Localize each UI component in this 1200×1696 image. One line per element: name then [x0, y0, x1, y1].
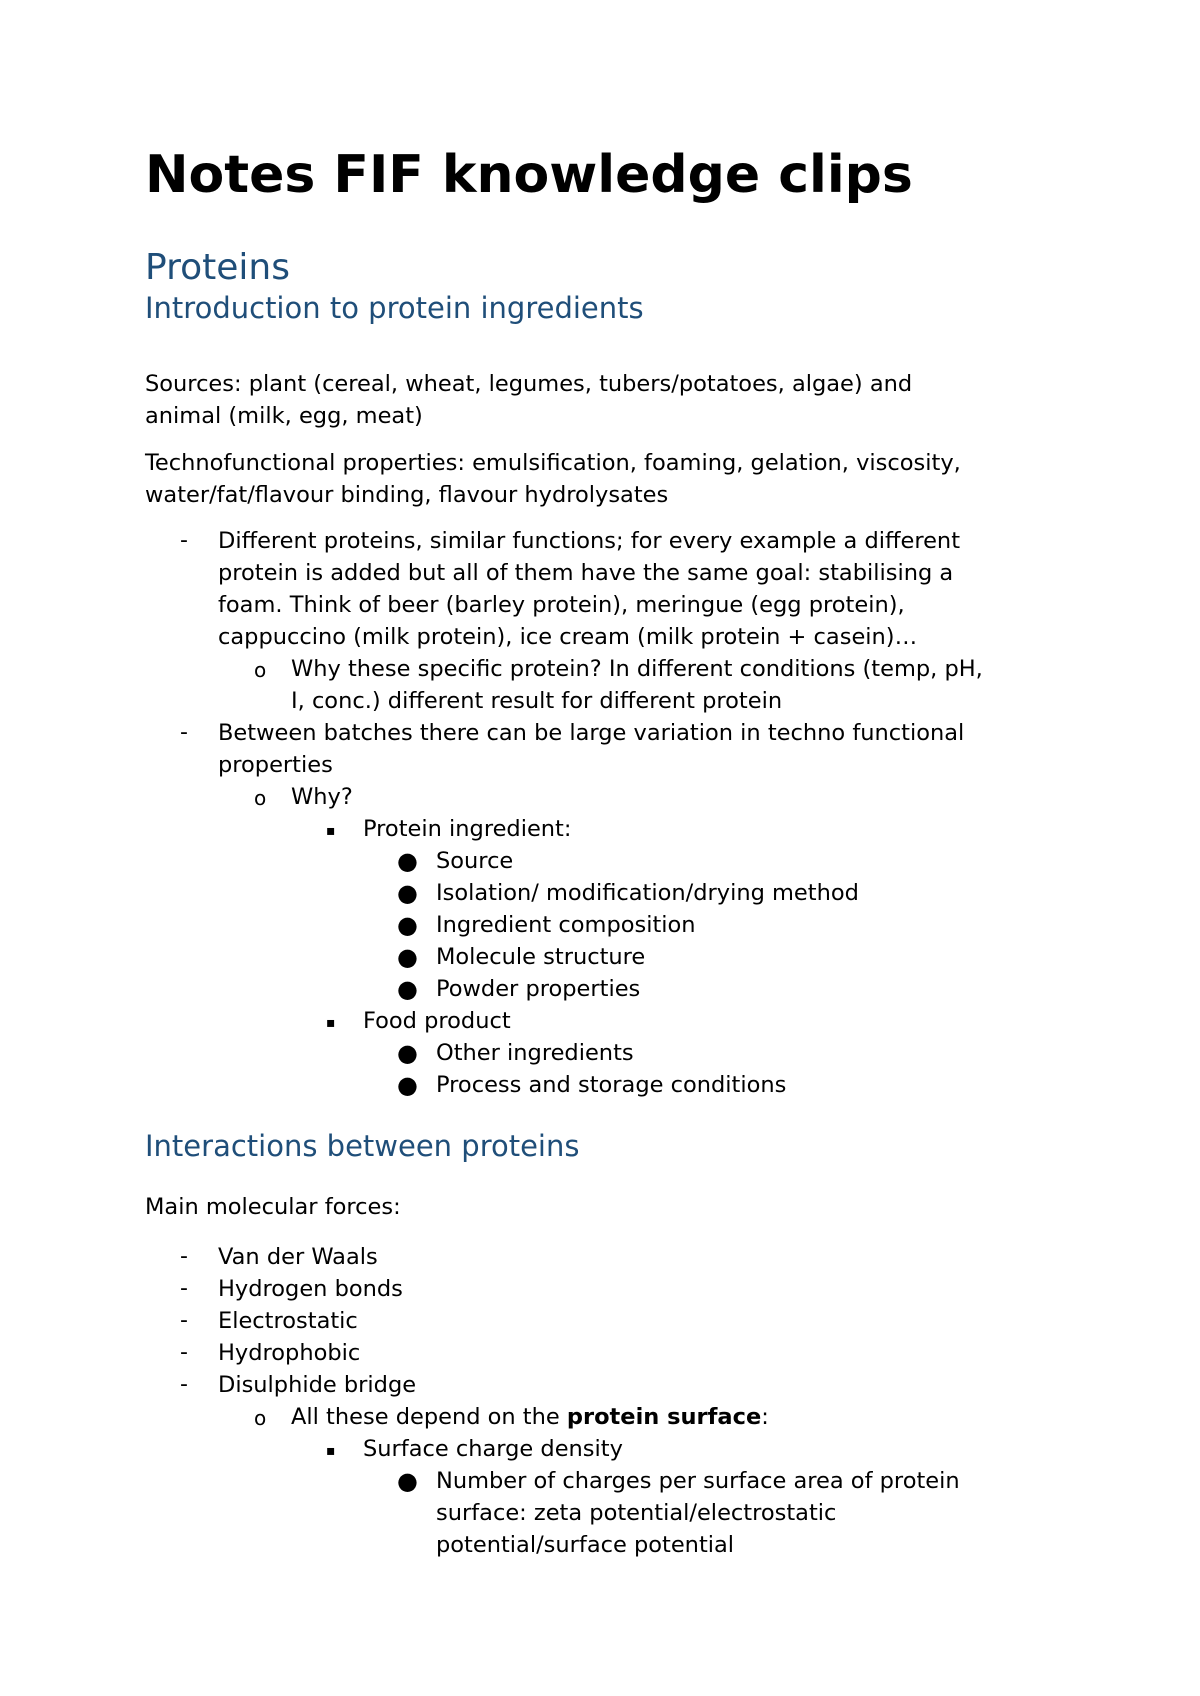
bullet2-line-1: Between batches there can be large variation in techno functional: [218, 720, 965, 746]
list-item: Hydrogen bonds: [218, 1276, 403, 1302]
depend-suffix: :: [761, 1404, 769, 1430]
circle-bullet: o: [254, 658, 267, 682]
list-item: Electrostatic: [218, 1308, 358, 1334]
depend-bold: protein surface: [566, 1404, 762, 1430]
depend-line: [291, 1401, 769, 1433]
protein-ingredient-label: Protein ingredient:: [363, 816, 572, 842]
forces-intro: Main molecular forces:: [145, 1194, 401, 1220]
square-bullet: ▪: [326, 823, 336, 839]
sources-line-2: animal (milk, egg, meat): [145, 403, 423, 429]
square-bullet: ▪: [326, 1015, 336, 1031]
bullet1-line-4: cappuccino (milk protein), ice cream (milk protein + casein)…: [218, 624, 918, 650]
list-item: Ingredient composition: [436, 912, 696, 938]
dot-bullet: ●: [397, 1467, 418, 1495]
list-item: Hydrophobic: [218, 1340, 361, 1366]
food-product-label: Food product: [363, 1008, 511, 1034]
depend-prefix: All these depend on the: [291, 1404, 567, 1430]
list-item: Disulphide bridge: [218, 1372, 417, 1398]
heading-proteins: Proteins: [145, 247, 290, 288]
bullet2-line-2: properties: [218, 752, 333, 778]
circle-bullet: o: [254, 1406, 267, 1430]
dash-bullet: -: [180, 1340, 188, 1365]
heading-introduction: Introduction to protein ingredients: [145, 291, 644, 325]
dot-bullet: ●: [397, 943, 418, 971]
list-item: Isolation/ modification/drying method: [436, 880, 859, 906]
surface-charge-line-2: surface: zeta potential/electrostatic: [436, 1500, 837, 1526]
surface-charge-line-3: potential/surface potential: [436, 1532, 735, 1558]
bullet1-line-3: foam. Think of beer (barley protein), meringue (egg protein),: [218, 592, 905, 618]
dash-bullet: -: [180, 1372, 188, 1397]
list-item: Other ingredients: [436, 1040, 634, 1066]
why-text: Why?: [291, 784, 353, 810]
list-item: Powder properties: [436, 976, 641, 1002]
surface-charge-line-1: Number of charges per surface area of protein: [436, 1468, 960, 1494]
bullet1-line-1: Different proteins, similar functions; for every example a different: [218, 528, 961, 554]
circle-bullet: o: [254, 786, 267, 810]
sources-line-1: Sources: plant (cereal, wheat, legumes, tubers/potatoes, algae) and: [145, 371, 913, 397]
dash-bullet: -: [180, 1276, 188, 1301]
list-item: Process and storage conditions: [436, 1072, 787, 1098]
list-item: Source: [436, 848, 514, 874]
dot-bullet: ●: [397, 1039, 418, 1067]
dot-bullet: ●: [397, 879, 418, 907]
dot-bullet: ●: [397, 911, 418, 939]
square-bullet: ▪: [326, 1443, 336, 1459]
dash-bullet: -: [180, 720, 188, 745]
document-title: Notes FIF knowledge clips: [145, 145, 913, 205]
bullet1-sub-line-2: I, conc.) different result for different protein: [291, 688, 783, 714]
dot-bullet: ●: [397, 847, 418, 875]
heading-interactions: Interactions between proteins: [145, 1129, 580, 1163]
dot-bullet: ●: [397, 1071, 418, 1099]
dot-bullet: ●: [397, 975, 418, 1003]
techno-line-2: water/fat/flavour binding, flavour hydrolysates: [145, 482, 669, 508]
list-item: Van der Waals: [218, 1244, 378, 1270]
dash-bullet: -: [180, 1244, 188, 1269]
bullet1-line-2: protein is added but all of them have the same goal: stabilising a: [218, 560, 954, 586]
bullet1-sub-line-1: Why these specific protein? In different conditions (temp, pH,: [291, 656, 983, 682]
dash-bullet: -: [180, 528, 188, 553]
surface-charge-label: Surface charge density: [363, 1436, 623, 1462]
list-item: Molecule structure: [436, 944, 646, 970]
techno-line-1: Technofunctional properties: emulsification, foaming, gelation, viscosity,: [145, 450, 961, 476]
dash-bullet: -: [180, 1308, 188, 1333]
